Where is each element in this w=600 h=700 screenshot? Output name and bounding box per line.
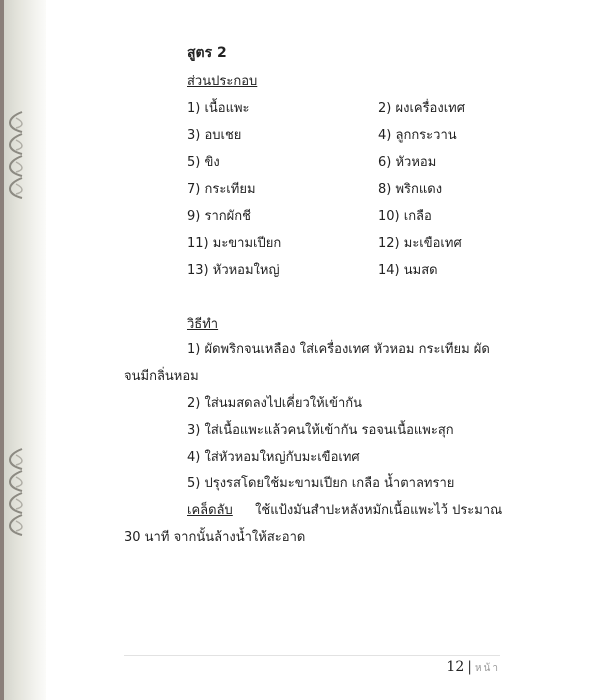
page-number: 12	[446, 659, 465, 675]
ingredient-item: 9) รากผักชี	[187, 209, 251, 224]
method-step: 5) ปรุงรสโดยใช้มะขามเปียก เกลือ น้ำตาลทราย	[187, 476, 455, 491]
method-step: 3) ใส่เนื้อแพะแล้วคนให้เข้ากัน รอจนเนื้อแพะสุก	[187, 423, 454, 438]
ingredient-item: 11) มะขามเปียก	[187, 236, 282, 251]
ingredient-item: 5) ขิง	[187, 155, 220, 170]
ornament-decoration-bottom	[2, 445, 28, 540]
method-heading: วิธีทำ	[187, 317, 219, 332]
ingredient-item: 6) หัวหอม	[378, 155, 437, 170]
ingredient-item: 3) อบเชย	[187, 128, 242, 143]
binding-edge	[0, 0, 4, 700]
ingredients-heading: ส่วนประกอบ	[187, 74, 258, 89]
ingredient-item: 2) ผงเครื่องเทศ	[378, 101, 465, 116]
method-step: 1) ผัดพริกจนเหลือง ใส่เครื่องเทศ หัวหอม กระเทียม ผัด	[187, 342, 490, 357]
ingredient-item: 12) มะเขือเทศ	[378, 236, 462, 251]
ingredient-item: 1) เนื้อแพะ	[187, 101, 250, 116]
tip-line	[187, 499, 502, 520]
ingredient-item: 7) กระเทียม	[187, 182, 256, 197]
ingredient-item: 10) เกลือ	[378, 209, 432, 224]
method-step-continuation: จนมีกลิ่นหอม	[124, 369, 199, 384]
tip-text: ใช้แป้งมันสำปะหลังหมักเนื้อแพะไว้ ประมาณ	[255, 503, 503, 518]
page-word: หน้า	[474, 663, 500, 674]
tip-label: เคล็ดลับ	[187, 503, 233, 518]
tip-text-continuation: 30 นาที จากนั้นล้างน้ำให้สะอาด	[124, 530, 306, 545]
footer-divider	[124, 655, 500, 656]
ingredient-item: 14) นมสด	[378, 263, 438, 278]
method-step: 4) ใส่หัวหอมใหญ่กับมะเขือเทศ	[187, 450, 360, 465]
ornament-decoration-top	[2, 108, 28, 203]
ingredient-item: 4) ลูกกระวาน	[378, 128, 457, 143]
ingredient-item: 8) พริกแดง	[378, 182, 443, 197]
footer-separator: |	[467, 659, 472, 675]
page-binding	[0, 0, 46, 700]
page-footer	[446, 659, 500, 676]
recipe-title: สูตร 2	[187, 45, 227, 61]
ingredient-item: 13) หัวหอมใหญ่	[187, 263, 280, 278]
method-step: 2) ใส่นมสดลงไปเคี่ยวให้เข้ากัน	[187, 396, 363, 411]
